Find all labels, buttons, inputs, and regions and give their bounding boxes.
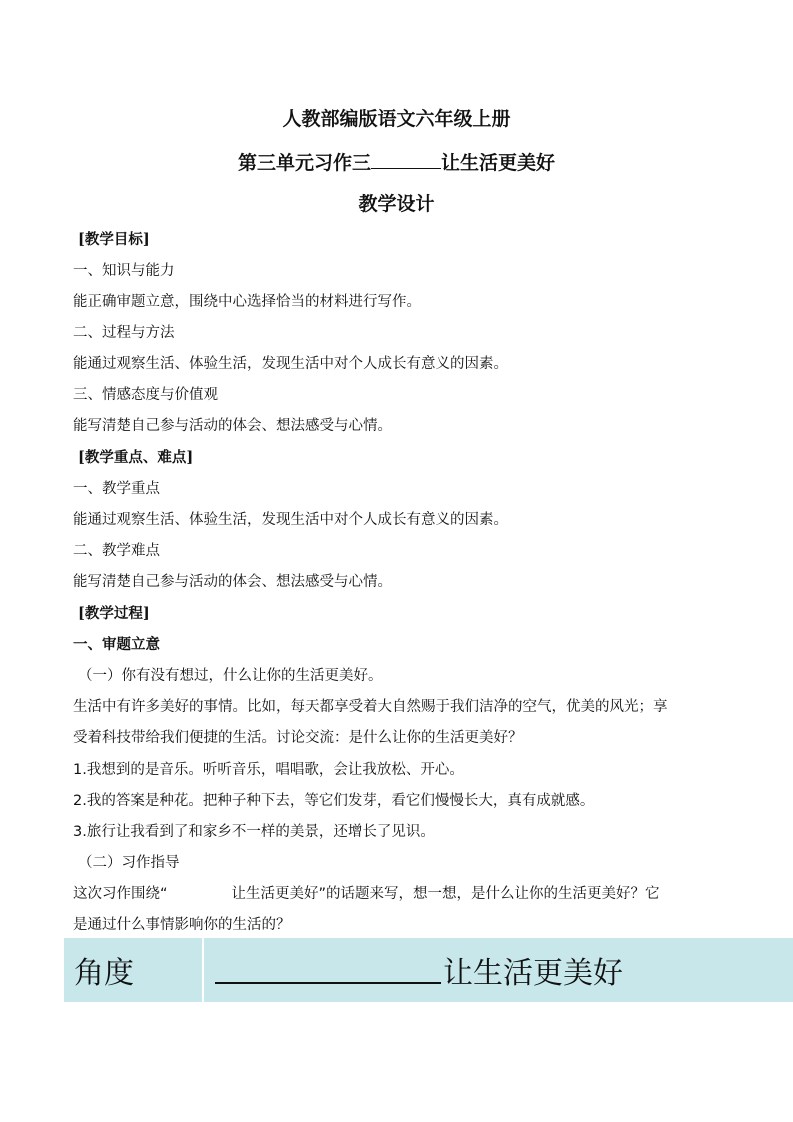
goal2-text: 能通过观察生活、体验生活，发现生活中对个人成长有意义的因素。 xyxy=(73,356,508,372)
key1-text: 能通过观察生活、体验生活，发现生活中对个人成长有意义的因素。 xyxy=(73,512,508,528)
goal3-heading: 三、情感态度与价值观 xyxy=(73,387,218,403)
sub2-heading: （二）习作指导 xyxy=(78,855,180,871)
table-topic-suffix: 让生活更美好 xyxy=(443,956,623,991)
para1-line1: 生活中有许多美好的事情。比如，每天都享受着大自然赐于我们洁净的空气，优美的风光；享 xyxy=(73,699,668,715)
answer-1: 1.我想到的是音乐。听听音乐，唱唱歌，会让我放松、开心。 xyxy=(73,762,464,778)
topic-fill-blank xyxy=(215,956,441,984)
title-blank xyxy=(371,152,441,169)
key1-heading: 一、教学重点 xyxy=(73,481,160,497)
goal1-text: 能正确审题立意，围绕中心选择恰当的材料进行写作。 xyxy=(73,294,421,310)
para2-prefix: 这次习作围绕“ xyxy=(73,886,168,902)
doc-title-design: 教学设计 xyxy=(358,193,435,215)
key2-text: 能写清楚自己参与活动的体会、想法感受与心情。 xyxy=(73,574,392,590)
goal2-heading: 二、过程与方法 xyxy=(73,325,175,341)
answer-2: 2.我的答案是种花。把种子种下去，等它们发芽，看它们慢慢长大，真有成就感。 xyxy=(73,793,595,809)
goal1-heading: 一、知识与能力 xyxy=(73,263,175,279)
para2-line2: 是通过什么事情影响你的生活的？ xyxy=(73,917,291,933)
goals-heading: [教学目标] xyxy=(78,231,150,248)
answer-3: 3.旅行让我看到了和家乡不一样的美景，还增长了见识。 xyxy=(73,824,435,840)
goal3-text: 能写清楚自己参与活动的体会、想法感受与心情。 xyxy=(73,418,392,434)
sub1-heading: （一）你有没有想过，什么让你的生活更美好。 xyxy=(78,668,383,684)
para1-line2: 受着科技带给我们便捷的生活。讨论交流：是什么让你的生活更美好？ xyxy=(73,730,523,746)
doc-title-unit xyxy=(0,148,793,175)
doc-title-grade: 人教部编版语文六年级上册 xyxy=(282,108,511,130)
key2-heading: 二、教学难点 xyxy=(73,543,160,559)
step1-heading: 一、审题立意 xyxy=(73,636,160,653)
para2-suffix: 让生活更美好”的话题来写，想一想，是什么让你的生活更美好？它 xyxy=(231,886,660,902)
para2-line1 xyxy=(73,882,660,903)
process-heading: [教学过程] xyxy=(78,605,150,622)
keys-heading: [教学重点、难点] xyxy=(78,449,194,466)
title-unit-prefix: 第三单元习作三 xyxy=(237,152,371,174)
title-unit-suffix: 让生活更美好 xyxy=(441,152,556,174)
topic-table xyxy=(64,938,793,1002)
table-cell-angle: 角度 xyxy=(64,938,204,1002)
table-cell-topic xyxy=(204,938,793,1002)
